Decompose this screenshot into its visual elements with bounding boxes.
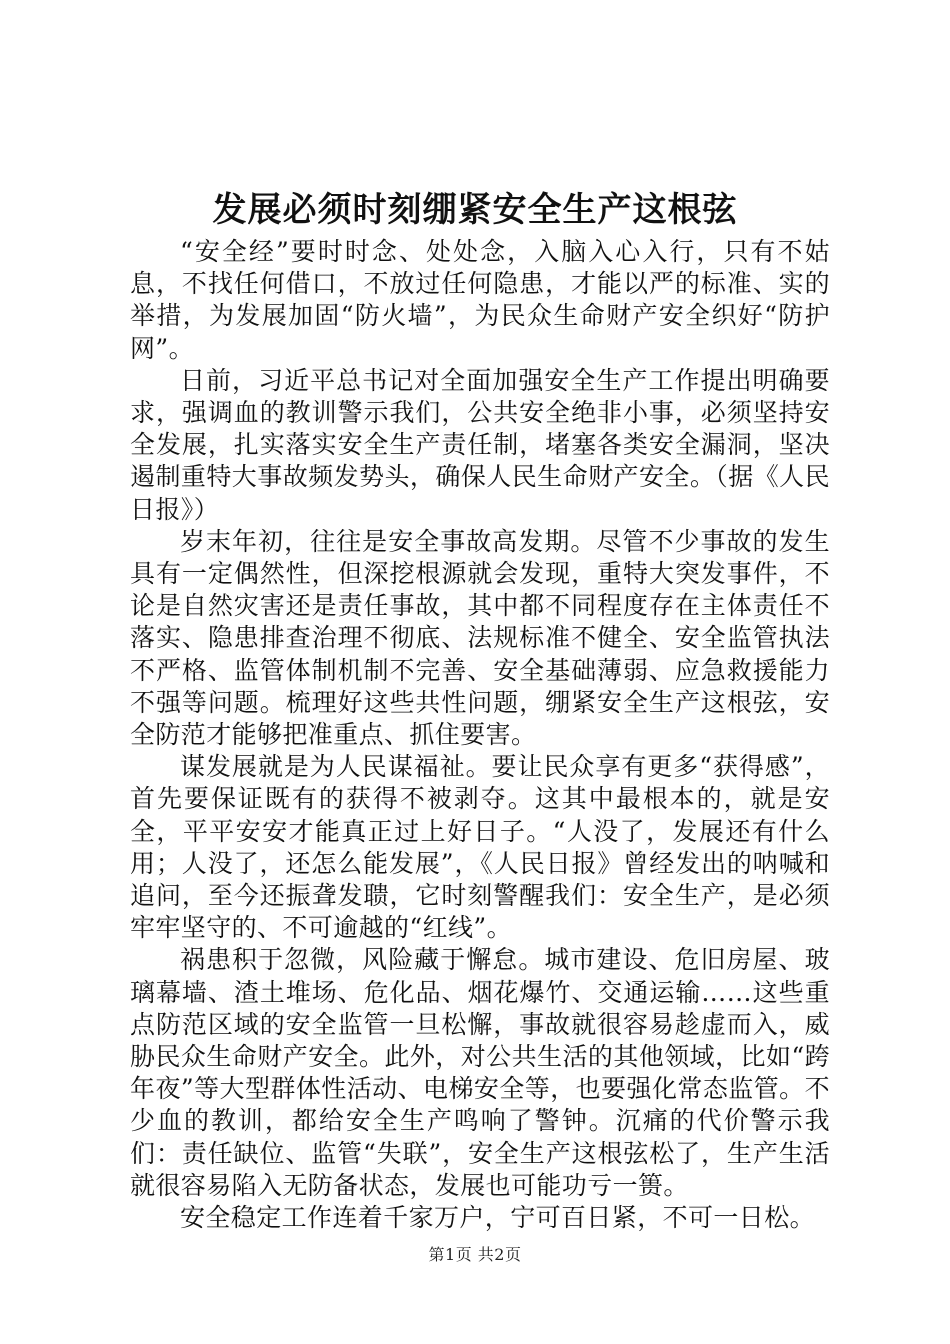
document-body: [130, 236, 830, 1234]
paragraph-1: “安全经”要时时念、处处念，入脑入心入行，只有不姑息，不找任何借口，不放过任何隐患，才能以严的标准、实的举措，为发展加固“防火墙”，为民众生命财产安全织好“防护网”。: [130, 237, 830, 363]
paragraph-4: 谋发展就是为人民谋福祉。要让民众享有更多“获得感”，首先要保证既有的获得不被剥夺。这其中最根本的，就是安全，平平安安才能真正过上好日子。“人没了，发展还有什么用；人没了，还怎么能发展”，《人民日报》曾经发出的呐喊和追问，至今还振聋发聩，它时刻警醒我们：安全生产，是必须牢牢坚守的、不可逾越的“红线”。: [130, 752, 830, 943]
paragraph-6: 安全稳定工作连着千家万户，宁可百日紧，不可一日松。: [180, 1203, 816, 1233]
document-title: 发展必须时刻绷紧安全生产这根弦: [212, 190, 738, 230]
paragraph-2: 日前，习近平总书记对全面加强安全生产工作提出明确要求，强调血的教训警示我们，公共安全绝非小事，必须坚持安全发展，扎实落实安全生产责任制，堵塞各类安全漏洞，坚决遏制重特大事故频发势头，确保人民生命财产安全。（据《人民日报》）: [130, 365, 830, 524]
paragraph-5: 祸患积于忽微，风险藏于懈怠。城市建设、危旧房屋、玻璃幕墙、渣土堆场、危化品、烟花爆竹、交通运输……这些重点防范区域的安全监管一旦松懈，事故就很容易趁虚而入，威胁民众生命财产安全。此外，对公共生活的其他领域，比如“跨年夜”等大型群体性活动、电梯安全等，也要强化常态监管。不少血的教训，都给安全生产鸣响了警钟。沉痛的代价警示我们：责任缺位、监管“失联”，安全生产这根弦松了，生产生活就很容易陷入无防备状态，发展也可能功亏一篑。: [130, 945, 830, 1200]
page-number-footer: 第1页 共2页: [428, 1245, 522, 1264]
paragraph-3: 岁末年初，往往是安全事故高发期。尽管不少事故的发生具有一定偶然性，但深挖根源就会发现，重特大突发事件，不论是自然灾害还是责任事故，其中都不同程度存在主体责任不落实、隐患排查治理不彻底、法规标准不健全、安全监管执法不严格、监管体制机制不完善、安全基础薄弱、应急救援能力不强等问题。梳理好这些共性问题，绷紧安全生产这根弦，安全防范才能够把准重点、抓住要害。: [130, 526, 830, 750]
